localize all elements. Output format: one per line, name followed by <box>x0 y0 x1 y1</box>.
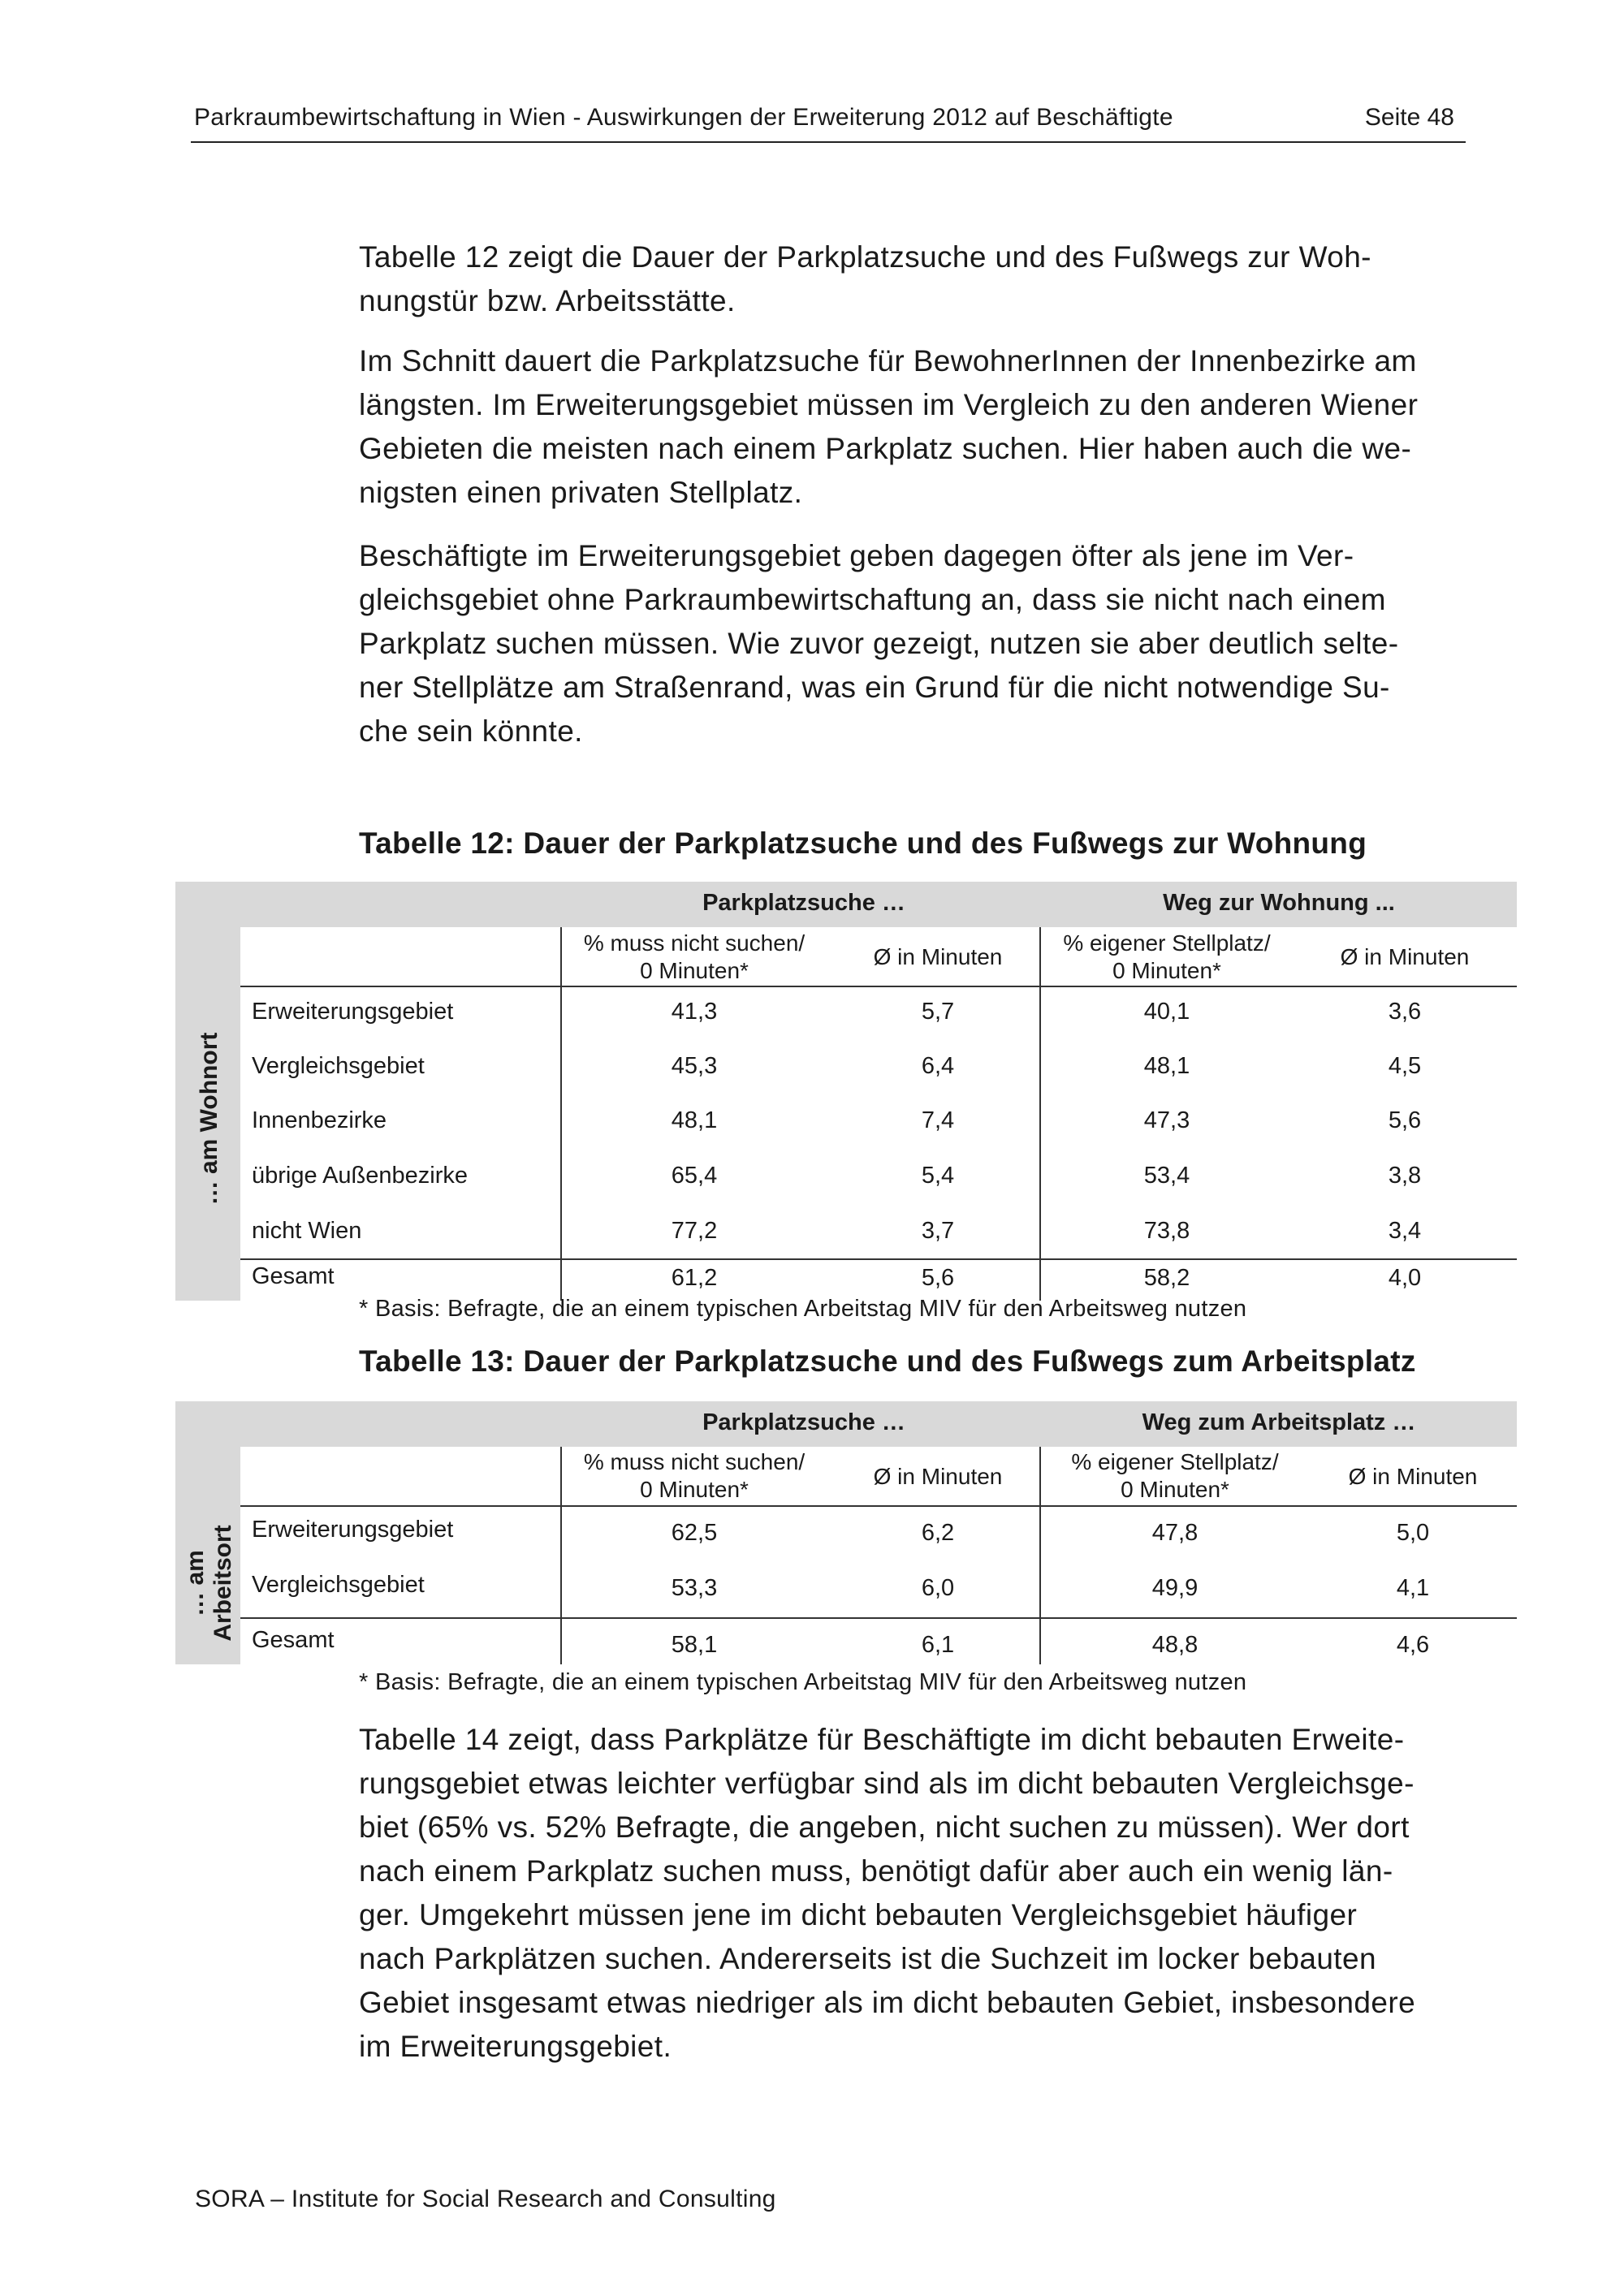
table12-col-minuten-2: Ø in Minuten <box>1340 944 1470 969</box>
col-header-line: 0 Minuten* <box>1112 958 1221 983</box>
cell: 58,2 <box>1143 1265 1190 1291</box>
cell: 45,3 <box>671 1053 718 1079</box>
table12-total-rule <box>240 1258 1517 1260</box>
paragraph-outro <box>359 1718 1479 2069</box>
cell: 47,3 <box>1143 1107 1190 1133</box>
cell: 61,2 <box>671 1265 718 1291</box>
page-footer: SORA – Institute for Social Research and Consulting <box>195 2186 776 2212</box>
text-line: Gebiet insgesamt etwas niedriger als im dicht bebauten Gebiet, insbesondere <box>359 1986 1416 2019</box>
table12-footnote: * Basis: Befragte, die an einem typischen Arbeitstag MIV für den Arbeitsweg nutzen <box>359 1296 1247 1322</box>
cell: 3,6 <box>1388 999 1422 1025</box>
cell: 77,2 <box>671 1218 718 1244</box>
text-line: im Erweiterungsgebiet. <box>359 2030 672 2063</box>
table13-group-parkplatzsuche: Parkplatzsuche … <box>702 1409 905 1435</box>
text-line: Im Schnitt dauert die Parkplatzsuche für BewohnerInnen der Innenbezirke am <box>359 344 1417 378</box>
text-line: längsten. Im Erweiterungsgebiet müssen im Vergleich zu den anderen Wiener <box>359 388 1419 421</box>
row-label: Vergleichsgebiet <box>252 1053 425 1079</box>
text-line: rungsgebiet etwas leichter verfügbar sind als im dicht bebauten Vergleichsge- <box>359 1767 1415 1800</box>
text-line: biet (65% vs. 52% Befragte, die angeben, nicht suchen zu müssen). Wer dort <box>359 1810 1410 1844</box>
col-header-line: % muss nicht suchen/ <box>583 1449 806 1474</box>
text-line: Tabelle 12 zeigt die Dauer der Parkplatzsuche und des Fußwegs zur Woh- <box>359 240 1371 274</box>
cell: 6,4 <box>921 1053 955 1079</box>
table13-col-minuten-1: Ø in Minuten <box>873 1464 1003 1489</box>
row-label: Gesamt <box>252 1627 335 1653</box>
table12-group-parkplatzsuche: Parkplatzsuche … <box>702 890 905 916</box>
cell: 53,3 <box>671 1575 718 1601</box>
table12-caption: Tabelle 12: Dauer der Parkplatzsuche und des Fußwegs zur Wohnung <box>359 826 1367 860</box>
row-label: nicht Wien <box>252 1218 362 1244</box>
page-number: Seite 48 <box>1364 104 1454 131</box>
cell: 49,9 <box>1151 1575 1199 1601</box>
cell: 6,1 <box>921 1632 955 1658</box>
cell: 48,1 <box>1143 1053 1190 1079</box>
text-line: ner Stellplätze am Straßenrand, was ein Grund für die nicht notwendige Su- <box>359 671 1390 704</box>
cell: 4,0 <box>1388 1265 1422 1291</box>
row-label: Erweiterungsgebiet <box>252 999 454 1025</box>
table12-col-muss-nicht-suchen <box>560 930 828 985</box>
text-line: gleichsgebiet ohne Parkraumbewirtschaftung an, dass sie nicht nach einem <box>359 583 1386 616</box>
cell: 4,1 <box>1396 1575 1430 1601</box>
row-label: übrige Außenbezirke <box>252 1163 468 1189</box>
cell: 53,4 <box>1143 1163 1190 1189</box>
table12-col-eigener-stellplatz <box>1041 930 1293 985</box>
cell: 48,1 <box>671 1107 718 1133</box>
cell: 3,8 <box>1388 1163 1422 1189</box>
col-header-line: 0 Minuten* <box>1121 1477 1229 1502</box>
cell: 5,0 <box>1396 1520 1430 1546</box>
cell: 58,1 <box>671 1632 718 1658</box>
table13-footnote: * Basis: Befragte, die an einem typischen Arbeitstag MIV für den Arbeitsweg nutzen <box>359 1669 1247 1695</box>
col-header-line: 0 Minuten* <box>640 958 749 983</box>
text-line: nungstür bzw. Arbeitsstätte. <box>359 284 736 317</box>
table13-group-weg: Weg zum Arbeitsplatz … <box>1142 1409 1416 1435</box>
cell: 6,0 <box>921 1575 955 1601</box>
row-label: Erweiterungsgebiet <box>252 1517 454 1543</box>
text-line: nach Parkplätzen suchen. Andererseits ist die Suchzeit im locker bebauten <box>359 1942 1376 1975</box>
cell: 41,3 <box>671 999 718 1025</box>
header-title: Parkraumbewirtschaftung in Wien - Auswirkungen der Erweiterung 2012 auf Beschäftigte <box>194 104 1173 131</box>
cell: 65,4 <box>671 1163 718 1189</box>
table12-group-weg: Weg zur Wohnung ... <box>1163 890 1395 916</box>
col-header-line: % eigener Stellplatz/ <box>1063 930 1271 956</box>
side-label-line: … am <box>182 1550 209 1616</box>
cell: 47,8 <box>1151 1520 1199 1546</box>
cell: 3,7 <box>921 1218 955 1244</box>
paragraph-intro-3 <box>359 534 1479 753</box>
table13-col-muss-nicht-suchen <box>560 1448 828 1504</box>
table13-header-rule <box>240 1505 1517 1507</box>
text-line: Beschäftigte im Erweiterungsgebiet geben dagegen öfter als jene im Ver- <box>359 539 1354 572</box>
table13-col-minuten-2: Ø in Minuten <box>1348 1464 1478 1489</box>
text-line: Gebieten die meisten nach einem Parkplatz suchen. Hier haben auch die we- <box>359 432 1412 465</box>
cell: 4,6 <box>1396 1632 1430 1658</box>
text-line: ger. Umgekehrt müssen jene im dicht bebauten Vergleichsgebiet häufiger <box>359 1898 1358 1931</box>
row-label: Vergleichsgebiet <box>252 1572 425 1598</box>
table13-side-label <box>182 1525 237 1641</box>
col-header-line: 0 Minuten* <box>640 1477 749 1502</box>
col-header-line: % eigener Stellplatz/ <box>1071 1449 1279 1474</box>
paragraph-intro-2 <box>359 339 1479 515</box>
text-line: nach einem Parkplatz suchen muss, benötigt dafür aber auch ein wenig län- <box>359 1854 1393 1888</box>
cell: 5,4 <box>921 1163 955 1189</box>
table13-col-eigener-stellplatz <box>1041 1448 1309 1504</box>
text-line: che sein könnte. <box>359 714 583 748</box>
row-label: Innenbezirke <box>252 1107 387 1133</box>
table13-caption: Tabelle 13: Dauer der Parkplatzsuche und des Fußwegs zum Arbeitsplatz <box>359 1344 1416 1378</box>
page-header <box>191 101 1466 143</box>
cell: 5,6 <box>921 1265 955 1291</box>
side-label-line: Arbeitsort <box>209 1525 236 1642</box>
cell: 62,5 <box>671 1520 718 1546</box>
cell: 40,1 <box>1143 999 1190 1025</box>
paragraph-intro-1 <box>359 235 1479 323</box>
table12-side-label: … am Wohnort <box>196 1032 222 1206</box>
text-line: Parkplatz suchen müssen. Wie zuvor gezeigt, nutzen sie aber deutlich selte- <box>359 627 1399 660</box>
cell: 5,7 <box>921 999 955 1025</box>
text-line: nigsten einen privaten Stellplatz. <box>359 476 803 509</box>
table12-col-minuten-1: Ø in Minuten <box>873 944 1003 969</box>
cell: 3,4 <box>1388 1218 1422 1244</box>
table12-header-rule <box>240 986 1517 987</box>
col-header-line: % muss nicht suchen/ <box>583 930 806 956</box>
cell: 6,2 <box>921 1520 955 1546</box>
cell: 73,8 <box>1143 1218 1190 1244</box>
text-line: Tabelle 14 zeigt, dass Parkplätze für Beschäftigte im dicht bebauten Erweite- <box>359 1723 1405 1756</box>
cell: 7,4 <box>921 1107 955 1133</box>
cell: 5,6 <box>1388 1107 1422 1133</box>
row-label: Gesamt <box>252 1263 335 1289</box>
cell: 4,5 <box>1388 1053 1422 1079</box>
cell: 48,8 <box>1151 1632 1199 1658</box>
table13-total-rule <box>240 1617 1517 1619</box>
